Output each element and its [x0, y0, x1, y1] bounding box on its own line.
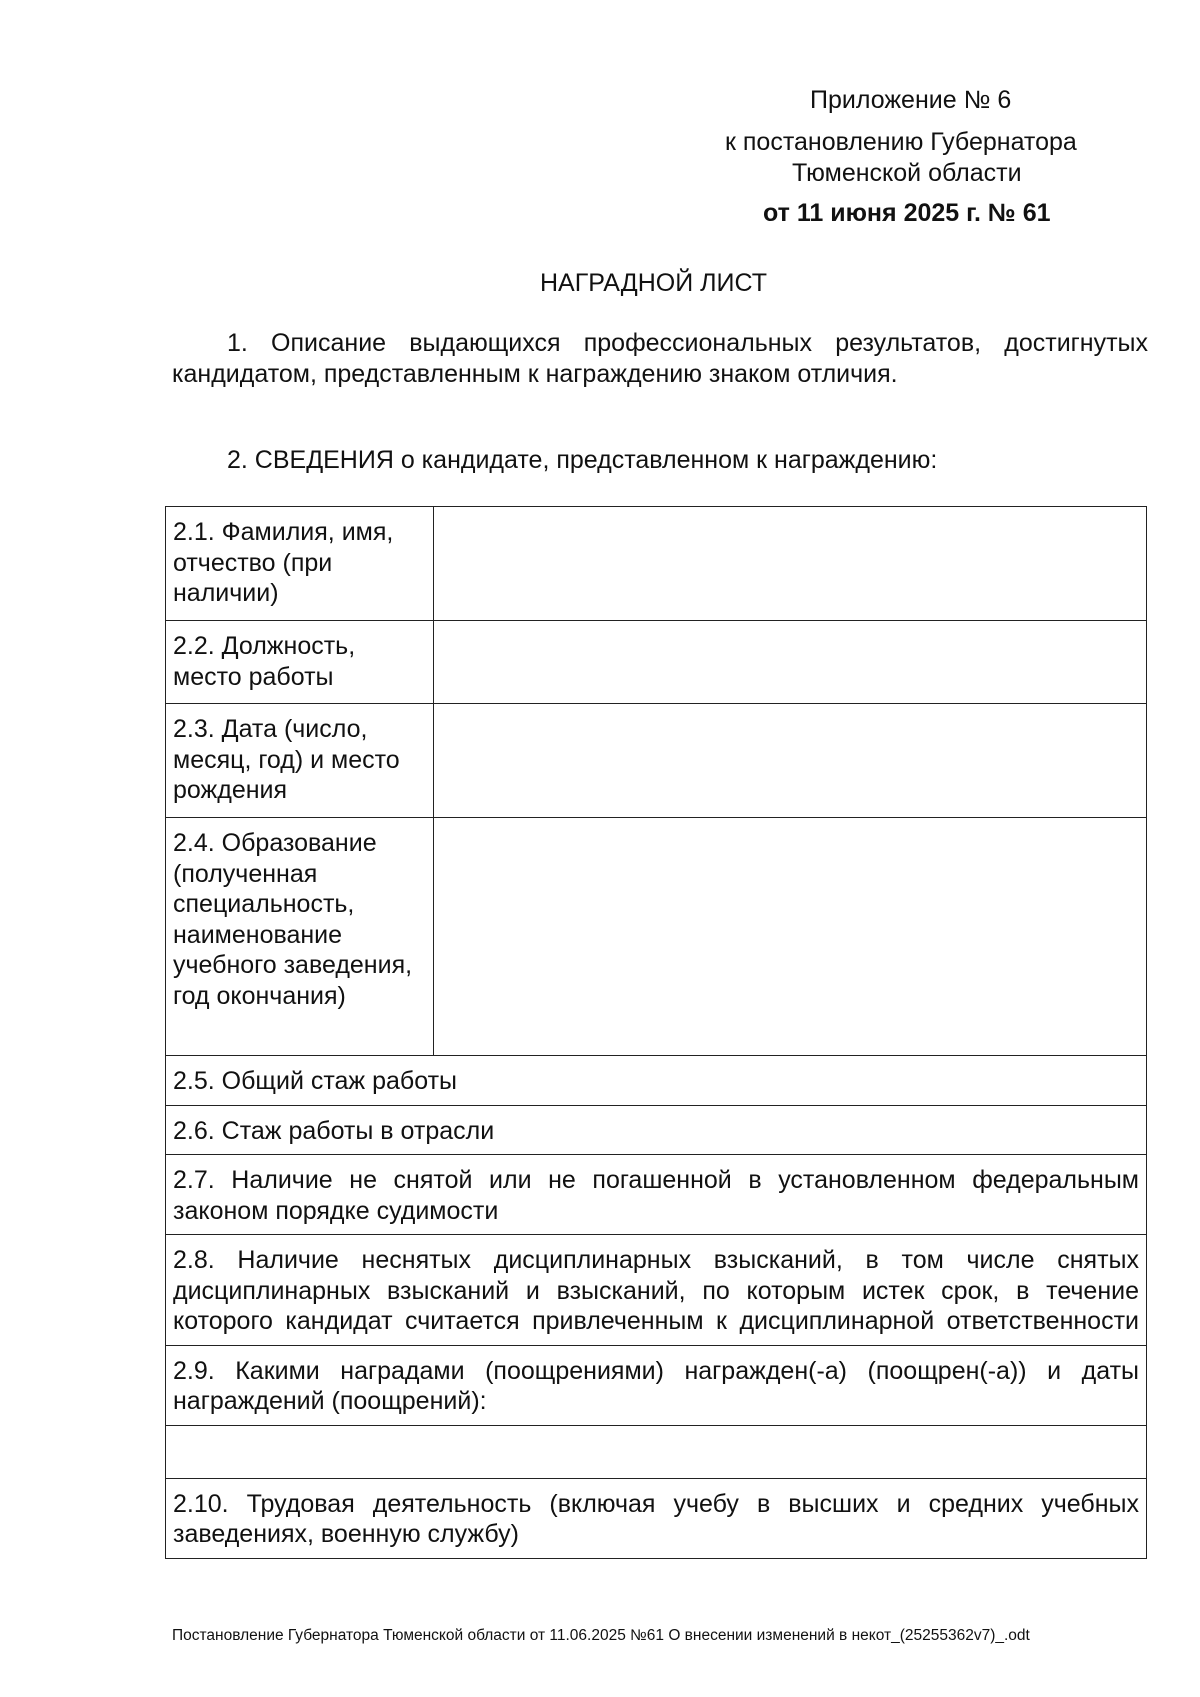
row-label-education: 2.4. Образование (полученная специальность, наименование учебного заведения, год окончания): [166, 818, 434, 1056]
document-title: НАГРАДНОЙ ЛИСТ: [540, 269, 767, 297]
birth-value-cell[interactable]: [434, 704, 1147, 818]
education-value-cell[interactable]: [434, 818, 1147, 1056]
row-total-experience: 2.5. Общий стаж работы: [166, 1056, 1147, 1106]
table-row: [166, 1105, 1147, 1155]
footer-file-reference: Постановление Губернатора Тюменской области от 11.06.2025 №61 О внесении изменений в некот_(25255362v7)_.odt: [172, 1627, 1030, 1644]
appendix-region: Тюменской области: [792, 159, 1022, 187]
row-label-birth: 2.3. Дата (число, месяц, год) и место рождения: [166, 704, 434, 818]
full-name-value-cell[interactable]: [434, 507, 1147, 621]
table-row: [166, 1478, 1147, 1558]
table-row: [166, 1235, 1147, 1346]
row-label-full-name: 2.1. Фамилия, имя, отчество (при наличии): [166, 507, 434, 621]
table-row: [166, 818, 1147, 1056]
table-row: [166, 507, 1147, 621]
row-disciplinary-penalties: 2.8. Наличие неснятых дисциплинарных взысканий, в том числе снятых дисциплинарных взысканий и взысканий, по которым истек срок, в течение которого кандидат считается привлеченным к дисциплинарной ответственности: [166, 1235, 1147, 1346]
decree-date-number: от 11 июня 2025 г. № 61: [763, 199, 1051, 227]
section-2-heading: 2. СВЕДЕНИЯ о кандидате, представленном к награждению:: [227, 446, 938, 474]
table-row: [166, 704, 1147, 818]
table-row: [166, 1155, 1147, 1235]
row-work-history: 2.10. Трудовая деятельность (включая учебу в высших и средних учебных заведениях, военную службу): [166, 1478, 1147, 1558]
row-awards: 2.9. Какими наградами (поощрениями) награжден(-а) (поощрен(-а)) и даты награждений (поощрений):: [166, 1345, 1147, 1425]
position-value-cell[interactable]: [434, 621, 1147, 704]
row-industry-experience: 2.6. Стаж работы в отрасли: [166, 1105, 1147, 1155]
table-row: [166, 621, 1147, 704]
appendix-to-decree: к постановлению Губернатора: [725, 128, 1077, 156]
row-criminal-record: 2.7. Наличие не снятой или не погашенной в установленном федеральным законом порядке судимости: [166, 1155, 1147, 1235]
row-label-position: 2.2. Должность, место работы: [166, 621, 434, 704]
table-row: [166, 1345, 1147, 1425]
candidate-info-table: [165, 506, 1147, 1559]
section-1-description: 1. Описание выдающихся профессиональных результатов, достигнутых кандидатом, представленным к награждению знаком отличия.: [172, 329, 1148, 388]
table-row: [166, 1056, 1147, 1106]
awards-value-cell[interactable]: [166, 1425, 1147, 1478]
appendix-number: Приложение № 6: [810, 86, 1012, 114]
table-row: [166, 1425, 1147, 1478]
